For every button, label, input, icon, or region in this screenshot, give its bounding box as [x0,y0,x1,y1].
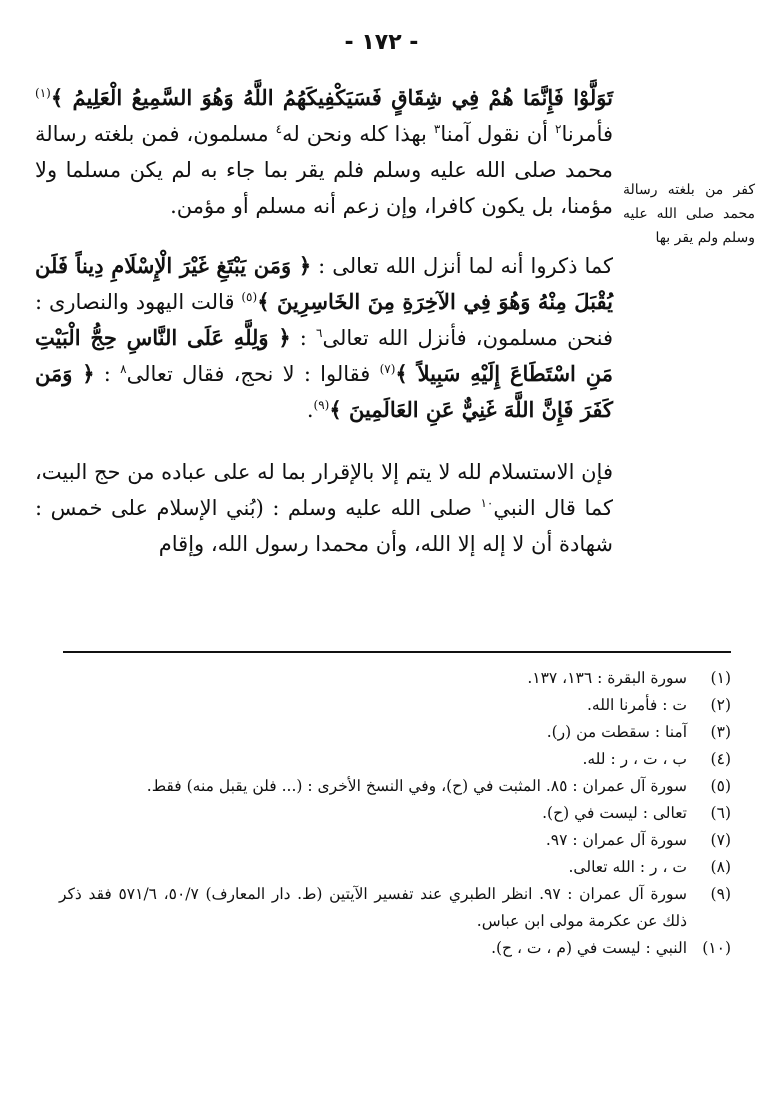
footnote-number: (٥) [710,777,731,795]
body-text: . [306,398,314,422]
body-text: فأمرنا [561,122,613,146]
footnote-text: تعالى : ليست في (ح). [542,804,687,822]
body-text: مسلمون، فمن بلغته رسالة محمد صلى الله عليه وسلم فلم يقر بما جاء به لم يكن مسلما ولا مؤمنا، بل يكون كافرا، وإن زعم أنه مسلم أو مؤمن. [35,122,613,218]
quran-verse: ﴿ وَمَن كَفَرَ فَإِنَّ اللَّهَ غَنِيٌّ عَنِ العَالَمِينَ ﴾ [35,361,613,422]
footnote [59,692,731,719]
quran-verse: ﴿ وَمَن يَبْتَغِ غَيْرَ الْإِسْلَامِ دِيناً فَلَن يُقْبَلَ مِنْهُ وَهُوَ فِي الآخِرَةِ مِنَ الخَاسِرِينَ ﴾ [35,253,613,314]
margin-note: كفر من بلغته رسالة محمد صلى الله عليه وسلم ولم يقر بها [623,182,755,246]
footnote-number: (٦) [710,804,731,822]
body-text: قالت اليهود والنصارى : فنحن مسلمون، فأنزل الله تعالى [35,290,613,350]
main-text [35,80,613,586]
body-text: صلى الله عليه وسلم : (بُني الإسلام على خمس : شهادة أن لا إله إلا الله، وأن محمدا رسول الله، وإقام [35,496,613,556]
footnote-text: ت ، ر : الله تعالى. [568,858,687,876]
footnote-text: النبي : ليست في (م ، ت ، ح). [491,939,687,957]
footnote [59,773,731,800]
footnote-ref: ٨ [120,362,127,376]
footnote-text: آمنا : سقطت من (ر). [546,723,687,741]
footnote-number: (١٠) [702,939,731,957]
body-text: أن نقول آمنا [440,122,556,146]
body-text: : [290,326,317,350]
paragraph-1 [35,80,613,224]
footnote-ref: (١) [35,86,51,100]
footnote [59,719,731,746]
footnote [59,935,731,962]
footnote-number: (٢) [710,696,731,714]
body-text: فإن الاستسلام لله لا يتم إلا بالإقرار بما له على عباده من حج البيت، كما قال النبي [35,460,613,520]
footnote [59,881,731,935]
footnote [59,854,731,881]
body-text: بهذا كله ونحن له [282,122,434,146]
footnote-number: (٤) [710,750,731,768]
footnote-number: (٩) [710,885,731,903]
body-text: فقالوا : لا نحج، فقال تعالى [126,362,380,386]
footnote-ref: ٢ [555,122,562,136]
footnote-ref: ٤ [275,122,283,136]
quran-verse: ﴿ وَلِلَّهِ عَلَى النَّاسِ حِجُّ الْبَيْتِ مَنِ اسْتَطَاعَ إِلَيْهِ سَبِيلاً ﴾ [35,325,613,386]
body-text: كما ذكروا أنه لما أنزل الله تعالى : [311,254,614,278]
footnote-ref: ٦ [316,326,323,340]
footnote-text: ت : فأمرنا الله. [586,696,687,714]
footnote-divider [63,651,731,653]
paragraph-3 [35,454,613,562]
footnote [59,746,731,773]
footnote-text: سورة آل عمران : ٩٧. انظر الطبري عند تفسير الآيتين (ط. دار المعارف) ٥٠/٧، ٥٧١/٦ فقد ذكر ذلك عن عكرمة مولى ابن عباس. [59,885,687,930]
paragraph-2 [35,248,613,428]
footnote-ref: (٩) [313,398,330,412]
footnote-ref: ٣ [433,122,441,136]
footnote [59,665,731,692]
footnote-text: ب ، ت ، ر : لله. [582,750,687,768]
footnote-text: سورة آل عمران : ٩٧. [545,831,687,849]
footnote-ref: ١٠ [480,496,494,510]
body-text: : [94,362,121,386]
footnotes [59,665,731,962]
footnote-text: سورة آل عمران : ٨٥. المثبت في (ح)، وفي النسخ الأخرى : (... فلن يقبل منه) فقط. [146,777,687,795]
footnote [59,827,731,854]
footnote-number: (٣) [710,723,731,741]
footnote-text: سورة البقرة : ١٣٦، ١٣٧. [527,669,687,687]
footnote-number: (١) [710,669,731,687]
footnote-number: (٧) [710,831,731,849]
footnote [59,800,731,827]
footnote-ref: (٧) [379,362,396,376]
footnote-number: (٨) [710,858,731,876]
page-number: - ١٧٢ - [344,30,419,55]
footnote-ref: (٥) [241,290,258,304]
quran-verse: تَوَلَّوْا فَإِنَّمَا هُمْ فِي شِقَاقٍ فَسَيَكْفِيكَهُمُ اللَّهُ وَهُوَ السَّمِيعُ الْعَلِيمُ ﴾ [50,85,613,110]
